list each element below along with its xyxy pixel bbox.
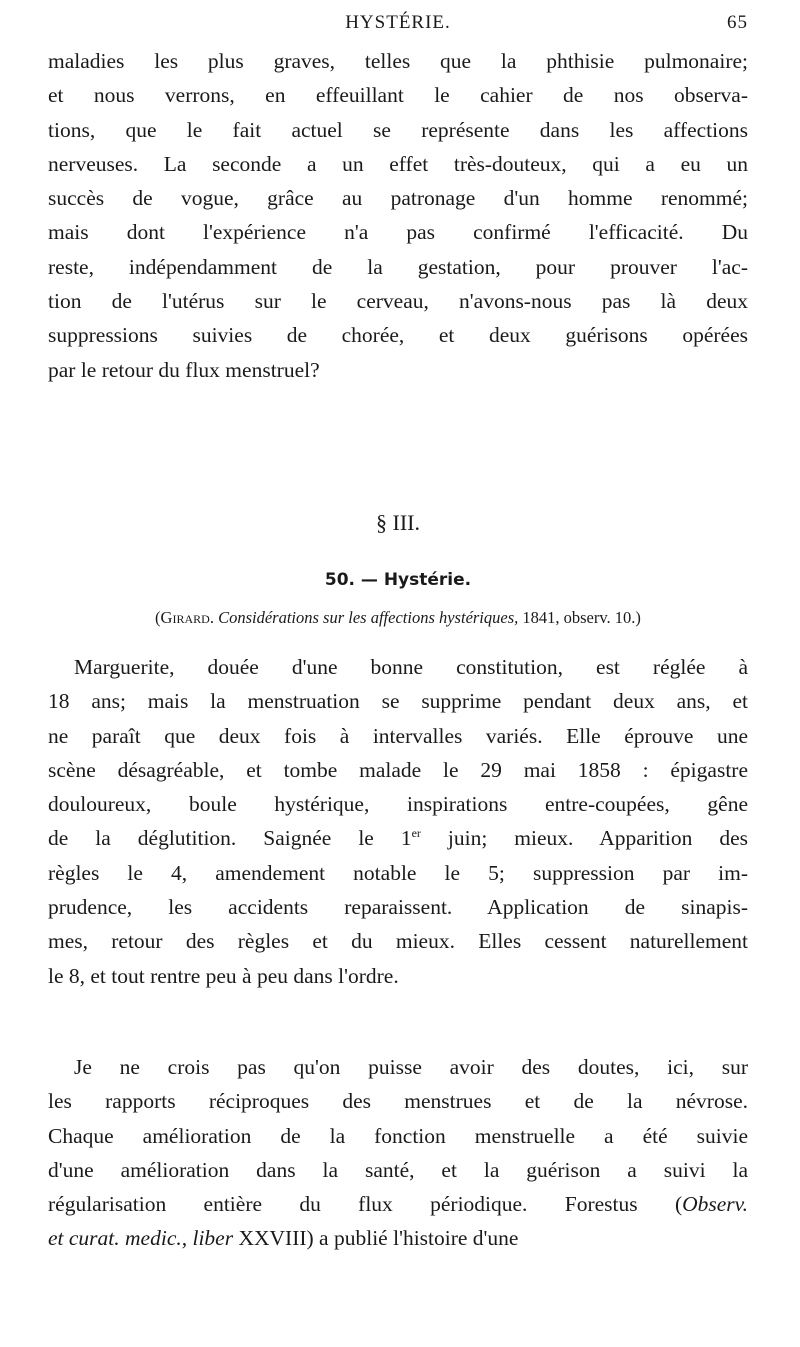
text-line: mes, retour des règles et du mieux. Elles cessent naturellement [48, 929, 748, 954]
text-line: Marguerite, douée d'une bonne constitution, est réglée à [74, 655, 748, 679]
citation-author: Girard [160, 608, 210, 627]
text-line: les rapports réciproques des menstrues et de la névrose. [48, 1089, 748, 1114]
text-line: Chaque amélioration de la fonction menstruelle a été suivie [48, 1123, 748, 1148]
ordinal-superscript: er [411, 826, 421, 841]
text-line: tion de l'utérus sur le cerveau, n'avons-nous pas là deux [48, 289, 748, 314]
text-line: règles le 4, amendement notable le 5; suppression par im- [48, 860, 748, 885]
text-line: reste, indépendamment de la gestation, pour prouver l'ac- [48, 254, 748, 279]
text-line: scène désagréable, et tombe malade le 29 mai 1858 : épigastre [48, 757, 748, 782]
article-title: 50. — Hystérie. [324, 570, 472, 590]
text-line: 18 ans; mais la menstruation se supprime pendant deux ans, et [48, 689, 748, 714]
running-title: HYSTÉRIE. [345, 12, 451, 33]
text-line: douloureux, boule hystérique, inspirations entre-coupées, gêne [48, 792, 748, 817]
text-line: et nous verrons, en effeuillant le cahier de nos observa- [48, 83, 748, 108]
citation-separator: . [209, 608, 219, 627]
text-fragment: régularisation entière du flux périodique. Forestus ( [48, 1192, 683, 1217]
text-line: suppressions suivies de chorée, et deux guérisons opérées [48, 323, 748, 348]
italic-reference: Observ. [682, 1192, 748, 1217]
text-line: succès de vogue, grâce au patronage d'un homme renommé; [48, 186, 748, 211]
citation-details: 1841, observ. 10.) [518, 608, 641, 627]
text-fragment: de la déglutition. Saignée le 1 [48, 826, 412, 851]
section-heading: § III. [376, 510, 420, 535]
citation-work: Considérations sur les affections hystériques, [218, 608, 519, 627]
text-line: d'une amélioration dans la santé, et la guérison a suivi la [48, 1157, 748, 1182]
text-line: nerveuses. La seconde a un effet très-douteux, qui a eu un [48, 151, 748, 176]
page-number: 65 [727, 12, 748, 33]
text-line [48, 1187, 748, 1221]
paragraph-3 [48, 1050, 748, 1256]
text-fragment: juin; mieux. Apparition des [420, 826, 748, 851]
text-line: le 8, et tout rentre peu à peu dans l'ordre. [48, 963, 399, 988]
paragraph-1 [48, 44, 748, 387]
text-line: maladies les plus graves, telles que la phthisie pulmonaire; [48, 49, 748, 73]
italic-reference: et curat. medic., liber [48, 1226, 234, 1251]
text-line: tions, que le fait actuel se représente dans les affections [48, 117, 748, 142]
text-line: prudence, les accidents reparaissent. Application de sinapis- [48, 895, 748, 920]
text-line: Je ne crois pas qu'on puisse avoir des doutes, ici, sur [74, 1055, 748, 1079]
paragraph-2 [48, 650, 748, 993]
source-citation [48, 608, 748, 628]
text-line: ne paraît que deux fois à intervalles variés. Elle éprouve une [48, 723, 748, 748]
text-line: mais dont l'expérience n'a pas confirmé l'efficacité. Du [48, 220, 748, 245]
citation-paren: ( [155, 608, 161, 627]
text-line: par le retour du flux menstruel? [48, 357, 320, 382]
text-line [48, 1221, 748, 1255]
text-fragment: XXVIII) a publié l'histoire d'une [233, 1226, 519, 1251]
text-line [48, 821, 748, 855]
